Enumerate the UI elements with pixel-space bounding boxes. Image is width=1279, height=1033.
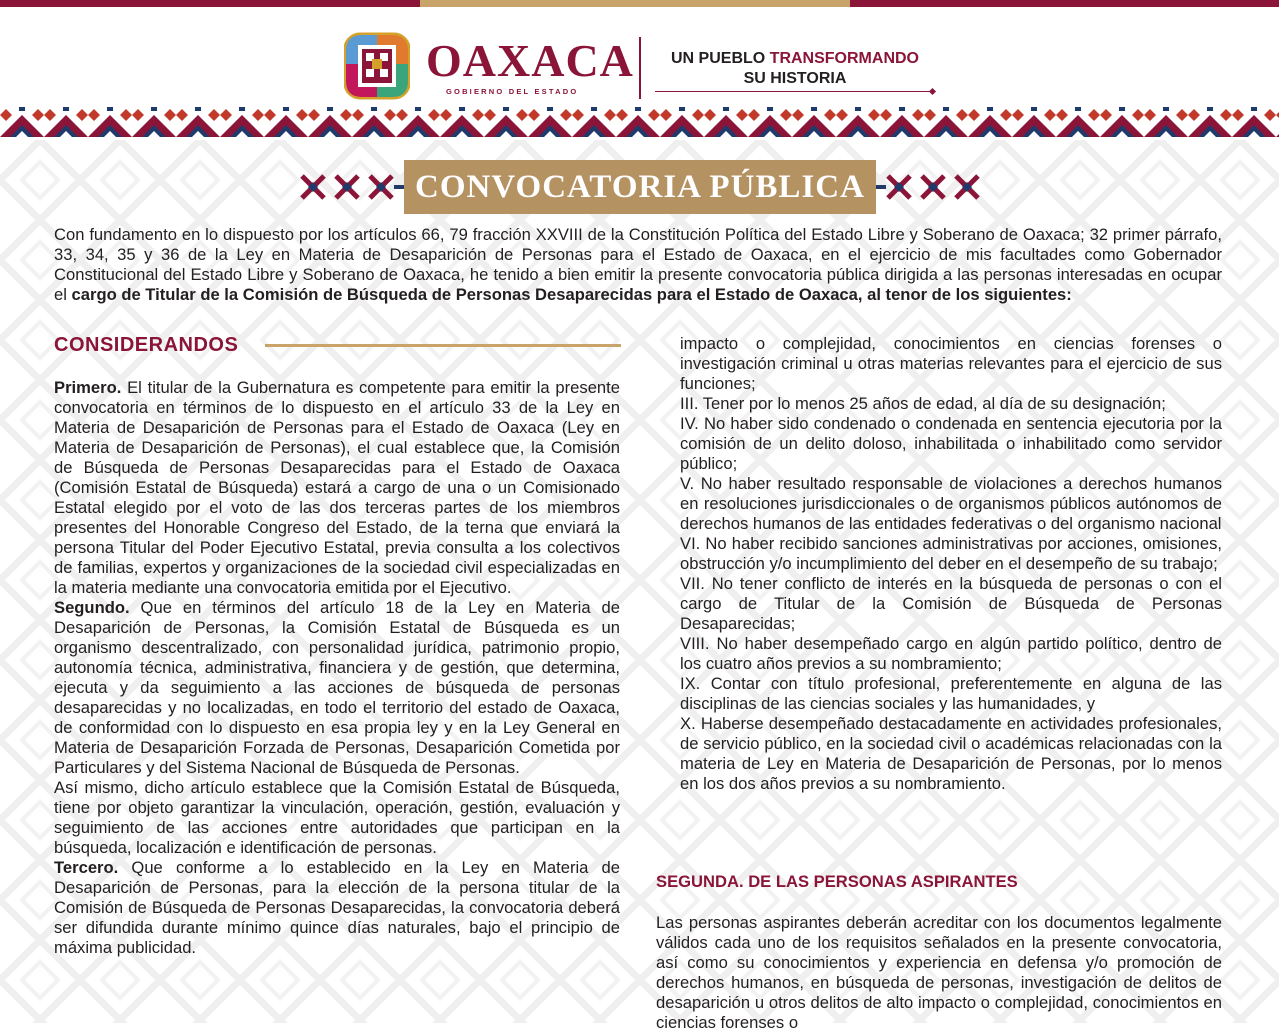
title-box	[404, 160, 876, 214]
page-title: CONVOCATORIA PÚBLICA	[415, 169, 865, 205]
woven-pattern-band	[0, 107, 1279, 137]
segunda-heading: SEGUNDA. DE LAS PERSONAS ASPIRANTES	[656, 872, 1018, 891]
oaxaca-emblem-icon	[344, 31, 410, 101]
considerandos-heading: CONSIDERANDOS	[54, 334, 239, 356]
tercero-text: Que conforme a lo establecido en la Ley en Materia de Desaparición de Personas, para la elección de la persona titular de la Comisión de Búsqueda de Personas Desaparecidas, la convocatoria deberá ser difundida durante mínimo quince días naturales, bajo el principio de máxima publicidad.	[54, 858, 620, 957]
segundo-label: Segundo.	[54, 598, 130, 617]
slogan-highlight: TRANSFORMANDO	[769, 50, 919, 67]
requirement-viii: VIII. No haber desempeñado cargo en algún partido político, dentro de los cuatro años previos a su nombramiento;	[680, 634, 1222, 673]
title-ornament-right-icon	[876, 174, 980, 200]
slogan-underline	[655, 91, 933, 92]
requirements-column	[680, 334, 1222, 794]
brand-wordmark: OAXACA	[426, 35, 634, 86]
considerandos-rule	[265, 344, 621, 347]
requirement-cont: impacto o complejidad, conocimientos en ciencias forenses o investigación criminal u otras materias relevantes para el ejercicio de sus funciones;	[680, 334, 1222, 393]
primero-text: El titular de la Gubernatura es competente para emitir la presente convocatoria en términos de lo dispuesto en el artículo 33 de la Ley en Materia de Desaparición de Personas para el Estado de Oaxaca (Ley en Materia de Desaparición de Personas), el cual establece que, la Comisión de Búsqueda de Personas Desaparecidas para el Estado de Oaxaca (Comisión Estatal de Búsqueda) estará a cargo de una o un Comisionado Estatal elegido por el voto de las dos terceras partes de los miembros presentes del Honorable Congreso del Estado, de la terna que enviará la persona Titular del Poder Ejecutivo Estatal, previa consulta a los colectivos de familias, expertos y organizaciones de la sociedad civil especializadas en la materia mediante una convocatoria emitida por el Ejecutivo.	[54, 378, 620, 597]
requirement-v: V. No haber resultado responsable de violaciones a derechos humanos en resoluciones jurisdiccionales o de organismos públicos autónomos de derechos humanos de las entidades federativas o del organismo nacional	[680, 474, 1222, 533]
requirement-ix: IX. Contar con título profesional, preferentemente en alguna de las disciplinas de las ciencias sociales y las humanidades, y	[680, 674, 1222, 713]
top-color-stripe	[0, 0, 1279, 7]
intro-paragraph	[54, 225, 1222, 305]
title-banner	[300, 160, 980, 214]
page-header	[0, 7, 1279, 107]
requirement-iii: III. Tener por lo menos 25 años de edad, al día de su designación;	[680, 394, 1166, 413]
primero-label: Primero.	[54, 378, 122, 397]
slogan-line2: SU HISTORIA	[743, 70, 847, 87]
requirement-vi: VI. No haber recibido sanciones administrativas por acciones, omisiones, obstrucción y/o incumplimiento del deber en el desempeño de su trabajo;	[680, 534, 1222, 573]
requirement-x: X. Haberse desempeñado destacadamente en actividades profesionales, de servicio público, en la sociedad civil o académicas relacionadas con la materia de Ley en Materia de Desaparición de Personas, por lo menos en los dos años previos a su nombramiento.	[680, 714, 1222, 793]
requirement-iv: IV. No haber sido condenado o condenada en sentencia ejecutoria por la comisión de un delito doloso, inhabilitada o inhabilitado como servidor público;	[680, 414, 1222, 473]
considerandos-column	[54, 378, 620, 958]
brand-subtitle: GOBIERNO DEL ESTADO	[446, 87, 579, 96]
primero-paragraph	[54, 378, 620, 598]
segunda-paragraph: Las personas aspirantes deberán acreditar con los documentos legalmente válidos cada uno de los requisitos señalados en la presente convocatoria, así como su conocimientos y experiencia en defensa y/o promoción de derechos humanos, en búsqueda de personas, investigación de delitos de desaparición u otros delitos de alto impacto o complejidad, conocimientos en ciencias forenses o	[656, 913, 1222, 1032]
slogan	[655, 49, 935, 89]
header-divider	[639, 37, 641, 99]
segundo-text: Que en términos del artículo 18 de la Ley en Materia de Desaparición de Personas, la Comisión Estatal de Búsqueda es un organismo descentralizado, con personalidad jurídica, patrimonio propio, autonomía técnica, administrativa, financiera y de gestión, que determina, ejecuta y da seguimiento a las acciones de búsqueda de personas desaparecidas y no localizadas, en todo el territorio del estado de Oaxaca, de conformidad con lo dispuesto en esa propia ley y en la Ley General en Materia de Desaparición Forzada de Personas, Desaparición Cometida por Particulares y del Sistema Nacional de Búsqueda de Personas.	[54, 598, 620, 777]
tercero-paragraph	[54, 858, 620, 958]
title-ornament-left-icon	[300, 174, 404, 200]
requirement-vii: VII. No tener conflicto de interés en la búsqueda de personas o con el cargo de Titular de la Comisión de Búsqueda de Personas Desaparecidas;	[680, 574, 1222, 633]
tercero-label: Tercero.	[54, 858, 119, 877]
intro-bold: cargo de Titular de la Comisión de Búsqueda de Personas Desaparecidas para el Estado de Oaxaca, al tenor de los siguientes:	[71, 285, 1072, 304]
segundo-paragraph	[54, 598, 620, 778]
slogan-part1: UN PUEBLO	[671, 50, 770, 67]
intro-text: Con fundamento en lo dispuesto por los artículos 66, 79 fracción XXVIII de la Constitución Política del Estado Libre y Soberano de Oaxaca; 32 primer párrafo, 33, 34, 35 y 36 de la Ley en Materia de Desaparición de Personas para el Estado de Oaxaca, en el ejercicio de mis facultades como Gobernador Constitucional del Estado Libre y Soberano de Oaxaca, he tenido a bien emitir la presente convocatoria pública dirigida a las personas interesadas en ocupar el	[54, 225, 1222, 304]
asimismo-paragraph: Así mismo, dicho artículo establece que la Comisión Estatal de Búsqueda, tiene por objeto garantizar la vinculación, operación, gestión, evaluación y seguimiento de las acciones entre autoridades que participan en la búsqueda, localización e identificación de personas.	[54, 778, 620, 857]
